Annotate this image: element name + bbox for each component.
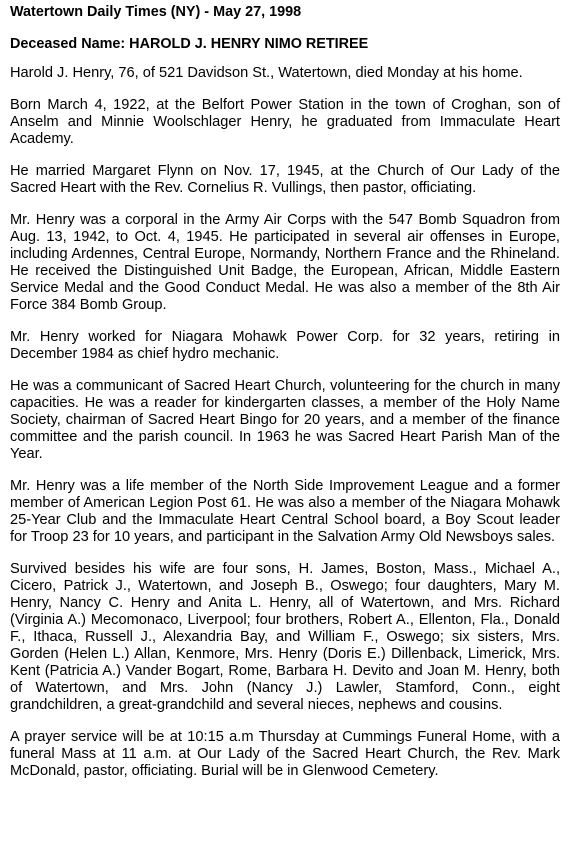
paragraph-services: A prayer service will be at 10:15 a.m Thursday at Cummings Funeral Home, with a funeral Mass at 11 a.m. at Our Lady of the Sacred Heart Church, the Rev. Mark McDonald, pastor, officiating. Burial will be in Glenwood Cemetery.: [10, 729, 560, 779]
paragraph-military-service: Mr. Henry was a corporal in the Army Air Corps with the 547 Bomb Squadron from Aug. 13, 1942, to Oct. 4, 1945. He participated in several air offenses in Europe, including Ardennes, Central Europe, Normandy, Northern France and the Rhineland. He received the Distinguished Unit Badge, the European, African, Middle Eastern Service Medal and the Good Conduct Medal. He was also a member of the 8th Air Force 384 Bomb Group.: [10, 212, 560, 313]
paragraph-employment: Mr. Henry worked for Niagara Mohawk Power Corp. for 32 years, retiring in December 1984 as chief hydro mechanic.: [10, 329, 560, 362]
newspaper-source-heading: Watertown Daily Times (NY) - May 27, 1998: [10, 4, 302, 20]
paragraph-marriage: He married Margaret Flynn on Nov. 17, 1945, at the Church of Our Lady of the Sacred Heart with the Rev. Cornelius R. Vullings, then pastor, officiating.: [10, 163, 560, 196]
paragraph-death-notice: Harold J. Henry, 76, of 521 Davidson St., Watertown, died Monday at his home.: [10, 65, 523, 81]
paragraph-church: He was a communicant of Sacred Heart Church, volunteering for the church in many capacities. He was a reader for kindergarten classes, a member of the Holy Name Society, chairman of Sacred Heart Bingo for 20 years, and a member of the finance committee and the parish council. In 1963 he was Sacred Heart Parish Man of the Year.: [10, 378, 560, 462]
deceased-name-heading: Deceased Name: HAROLD J. HENRY NIMO RETIREE: [10, 36, 369, 52]
paragraph-birth: Born March 4, 1922, at the Belfort Power Station in the town of Croghan, son of Anselm and Minnie Woolschlager Henry, he graduated from Immaculate Heart Academy.: [10, 97, 560, 147]
paragraph-survivors: Survived besides his wife are four sons, H. James, Boston, Mass., Michael A., Cicero, Patrick J., Watertown, and Joseph B., Oswego; four daughters, Mary M. Henry, Nancy C. Henry and Anita L. Henry, all of Watertown, and Mrs. Richard (Virginia A.) Mecomonaco, Liverpool; four brothers, Robert A., Ellenton, Fla., Donald F., Ithaca, Russell J., Alexandria Bay, and William F., Oswego; six sisters, Mrs. Gorden (Helen L.) Allan, Kenmore, Mrs. Henry (Doris E.) Dillenback, Limerick, Mrs. Kent (Patricia A.) Vander Bogart, Rome, Barbara H. Devito and Joan M. Henry, both of Watertown, and Mrs. John (Nancy J.) Lawler, Stamford, Conn., eight grandchildren, a great-grandchild and several nieces, nephews and cousins.: [10, 561, 560, 713]
paragraph-memberships: Mr. Henry was a life member of the North Side Improvement League and a former member of American Legion Post 61. He was also a member of the Niagara Mohawk 25-Year Club and the Immaculate Heart Central School board, a Boy Scout leader for Troop 23 for 10 years, and participant in the Salvation Army Old Newsboys sales.: [10, 478, 560, 545]
